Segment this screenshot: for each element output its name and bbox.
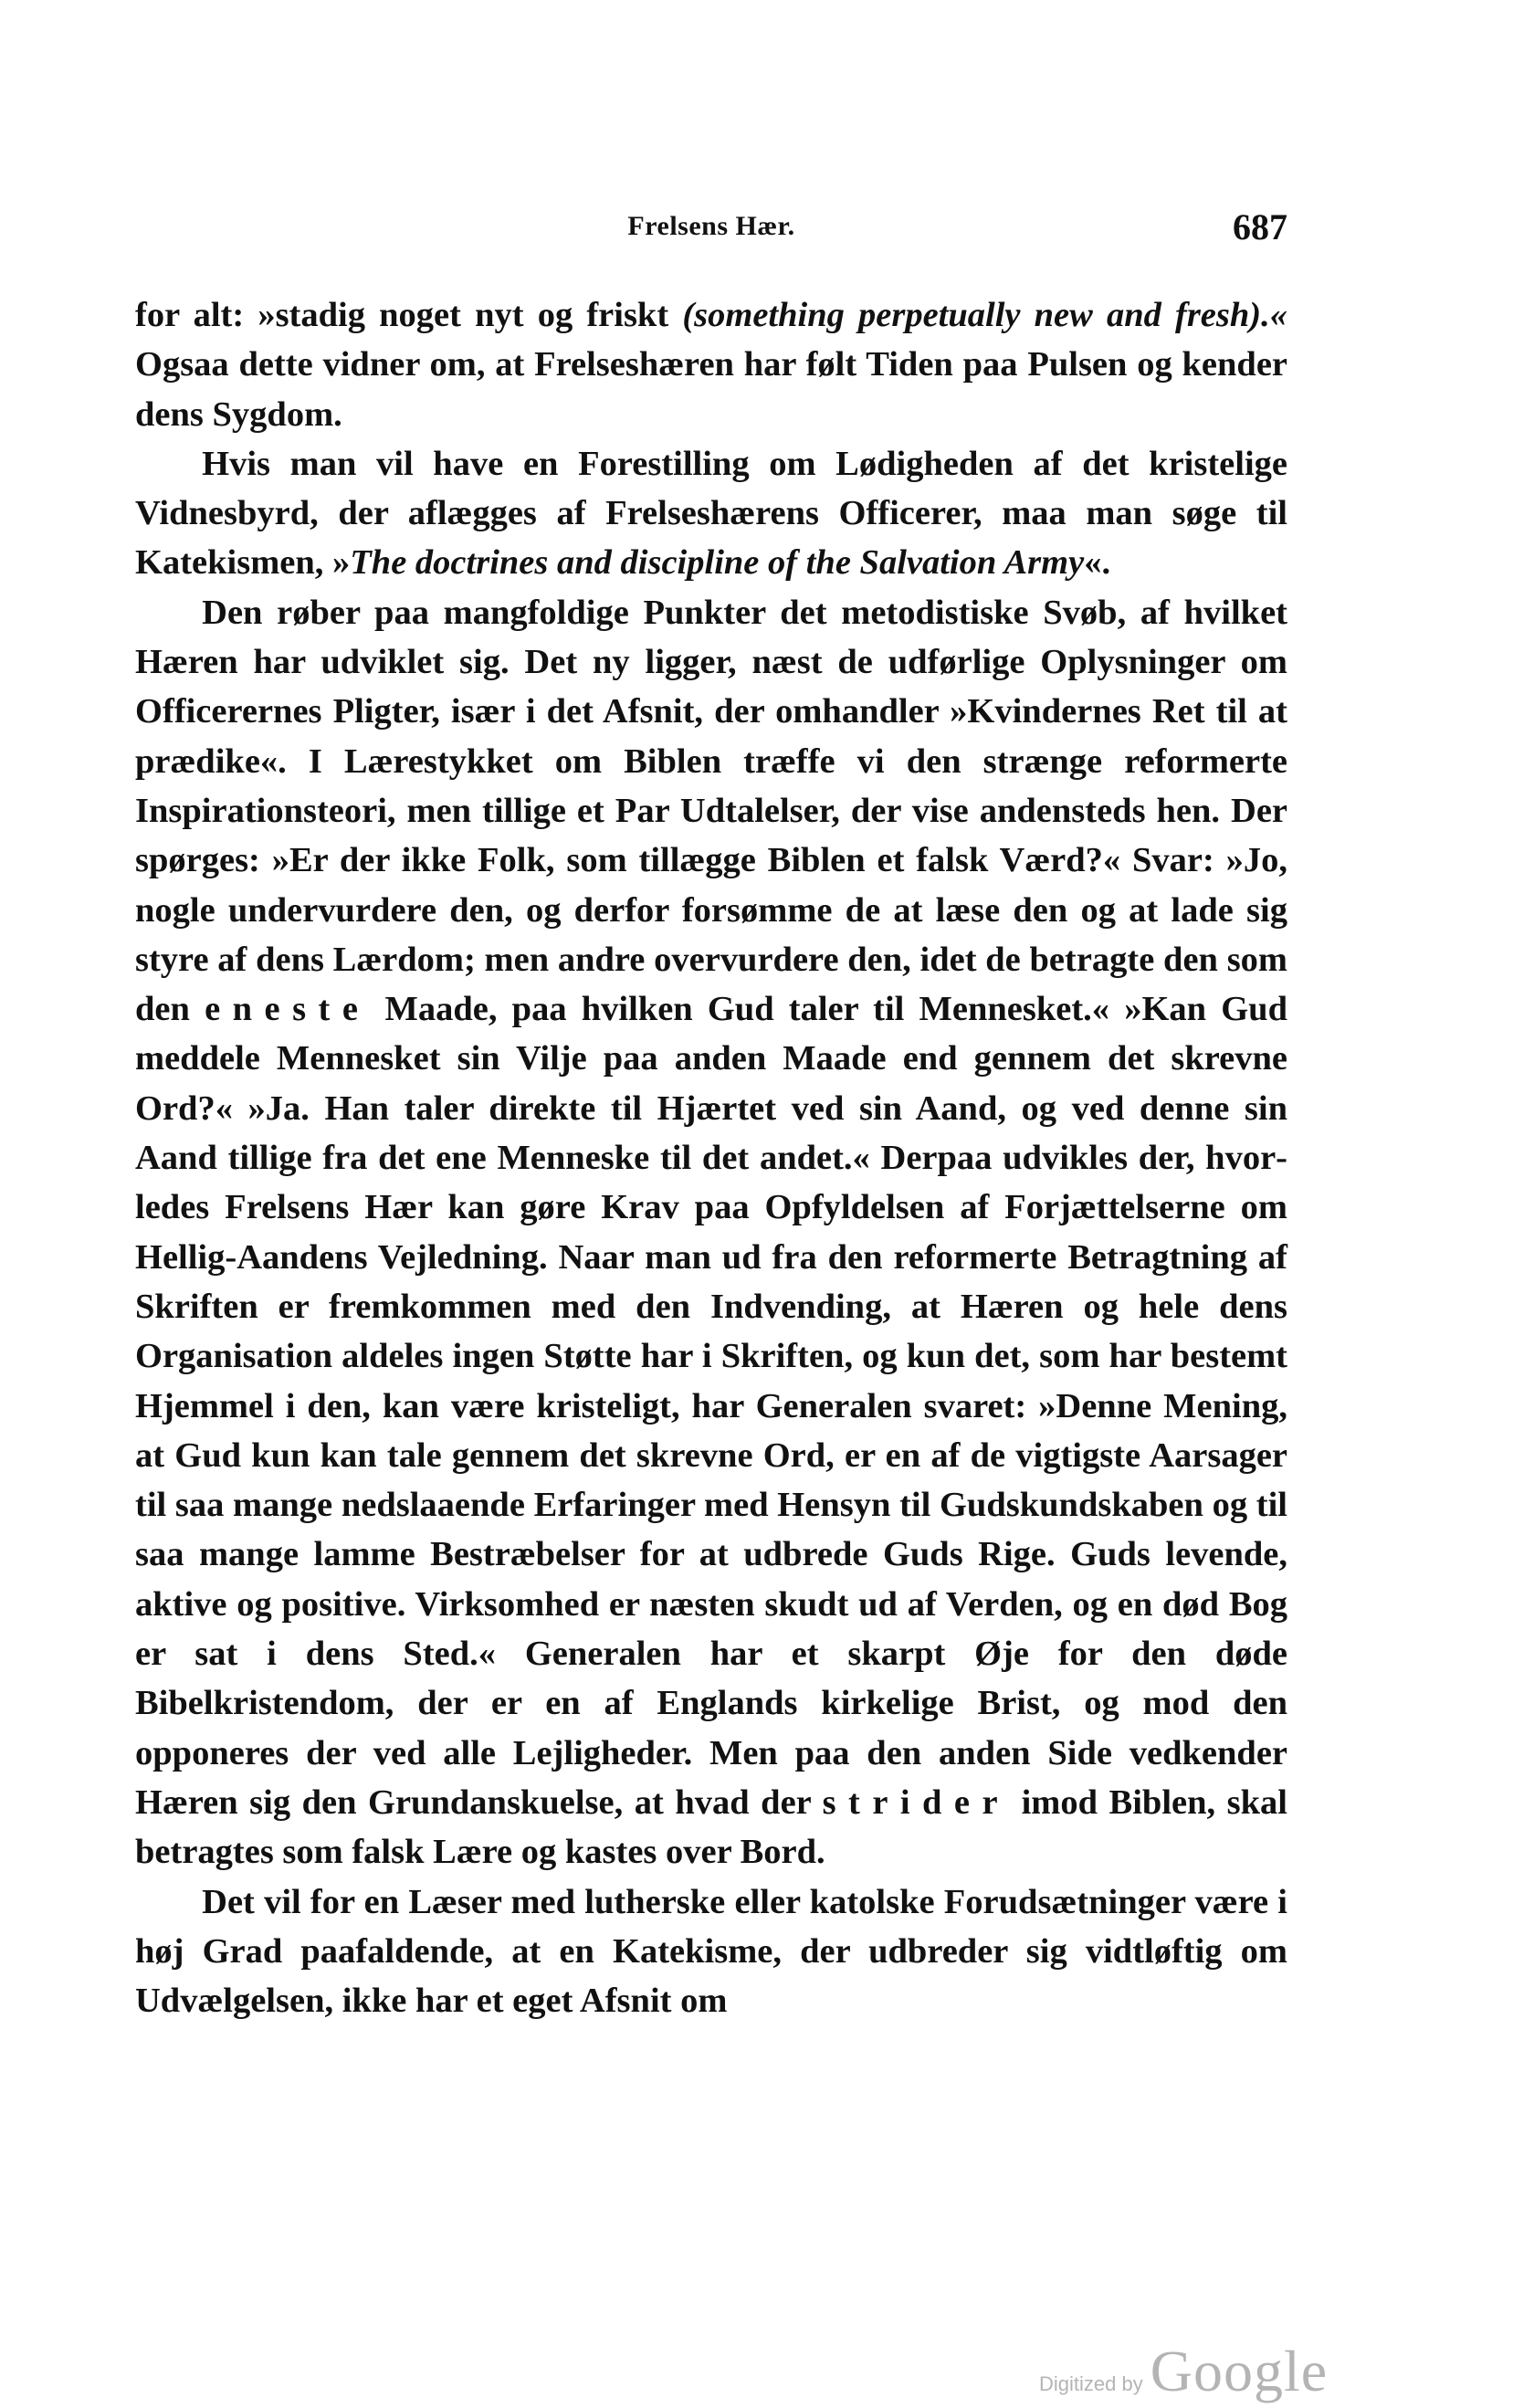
paragraph bbox=[135, 588, 1287, 1877]
page-number: 687 bbox=[1233, 206, 1287, 247]
running-header bbox=[135, 205, 1287, 251]
body-text bbox=[135, 290, 1287, 2025]
header-title: Frelsens Hær. bbox=[627, 211, 795, 241]
text-span: «. bbox=[1084, 543, 1111, 583]
text-span: Maade, paa hvilken Gud taler til Mennesket.« »Kan Gud meddele Mennesket sin Vilje paa anden Maade end gennem det skrevne Ord?« »Ja. Han taler direkte til Hjærtet ved sin Aand, og ved denne sin Aand tillige fra det ene Menneske til det andet.« Derpaa udvikles der, hvorledes Frelsens Hær kan gøre Krav paa Opfyldelsen af Forjættelserne om Hellig-Aandens Vejledning. Naar man ud fra den reformerte Betragtning af Skriften er fremkommen med den Indvending, at Hæren og hele dens Organisation aldeles ingen Støtte har i Skriften, og kun det, som har bestemt Hjemmel i den, kan være kristeligt, har Generalen svaret: »Denne Mening, at Gud kun kan tale gennem det skrevne Ord, er en af de vigtigste Aarsager til saa mange nedslaaende Erfaringer med Hensyn til Gudskundskaben og til saa mange lamme Bestræbelser for at udbrede Guds Rige. Guds levende, aktive og positive. Virksomhed er næsten skudt ud af Verden, og en død Bog er sat i dens Sted.« Generalen har et skarpt Øje for den døde Bibelkristendom, der er en af Englands kirkelige Brist, og mod den opponeres der ved alle Lejligheder. Men paa den anden Side vedkender Hæren sig den Grundanskuelse, at hvad der bbox=[135, 990, 1287, 1822]
google-logo: Google bbox=[1150, 2339, 1329, 2403]
text-span: Hvis man vil have en Forestilling om Lødigheden af det kristelige Vidnesbyrd, der aflægges af Frelseshærens Officerer, maa man søge til Katekismen, » bbox=[135, 444, 1287, 583]
text-span: imod Biblen, skal betragtes som falsk Lære og kastes over Bord. bbox=[135, 1782, 1287, 1872]
text-span: Ogsaa dette vidner om, at Frelseshæren har følt Tiden paa Pulsen og kender dens Sygdom. bbox=[135, 345, 1287, 434]
text-span: Det vil for en Læser med lutherske eller katolske Forudsætninger være i høj Grad paafaldende, at en Katekisme, der udbreder sig vidtløftig om Udvælgelsen, ikke har et eget Afsnit om bbox=[135, 1882, 1287, 2021]
italic-text-span: (something perpetually new and fresh).« bbox=[682, 296, 1287, 334]
paragraph bbox=[135, 439, 1287, 588]
digitized-by-google-watermark bbox=[1039, 2338, 1328, 2405]
spaced-emphasis-span: eneste bbox=[205, 990, 371, 1029]
italic-text-span: The doctrines and discipline of the Salvation Army bbox=[350, 543, 1085, 583]
paragraph bbox=[135, 1877, 1287, 2026]
paragraph bbox=[135, 290, 1287, 439]
text-span: Den røber paa mangfoldige Punkter det metodistiske Svøb, af hvilket Hæren har udviklet sig. Det ny ligger, næst de udførlige Oplysninger om Officerernes Pligter, især i det Afsnit, der omhandler »Kvindernes Ret til at prædike«. I Lærestykket om Biblen træffe vi den strænge reformerte Inspirationsteori, men tillige et Par Udtalelser, der vise andensteds hen. Der spørges: »Er der ikke Folk, som tillægge Biblen et falsk Værd?« Svar: »Jo, nogle undervurdere den, og derfor forsømme de at læse den og at lade sig styre af dens Lærdom; men andre overvurdere den, idet de betragte den som den bbox=[135, 593, 1287, 1029]
watermark-prefix: Digitized by bbox=[1039, 2372, 1143, 2395]
text-span: for alt: »stadig noget nyt og friskt bbox=[135, 296, 683, 334]
spaced-emphasis-span: strider bbox=[822, 1782, 1011, 1822]
